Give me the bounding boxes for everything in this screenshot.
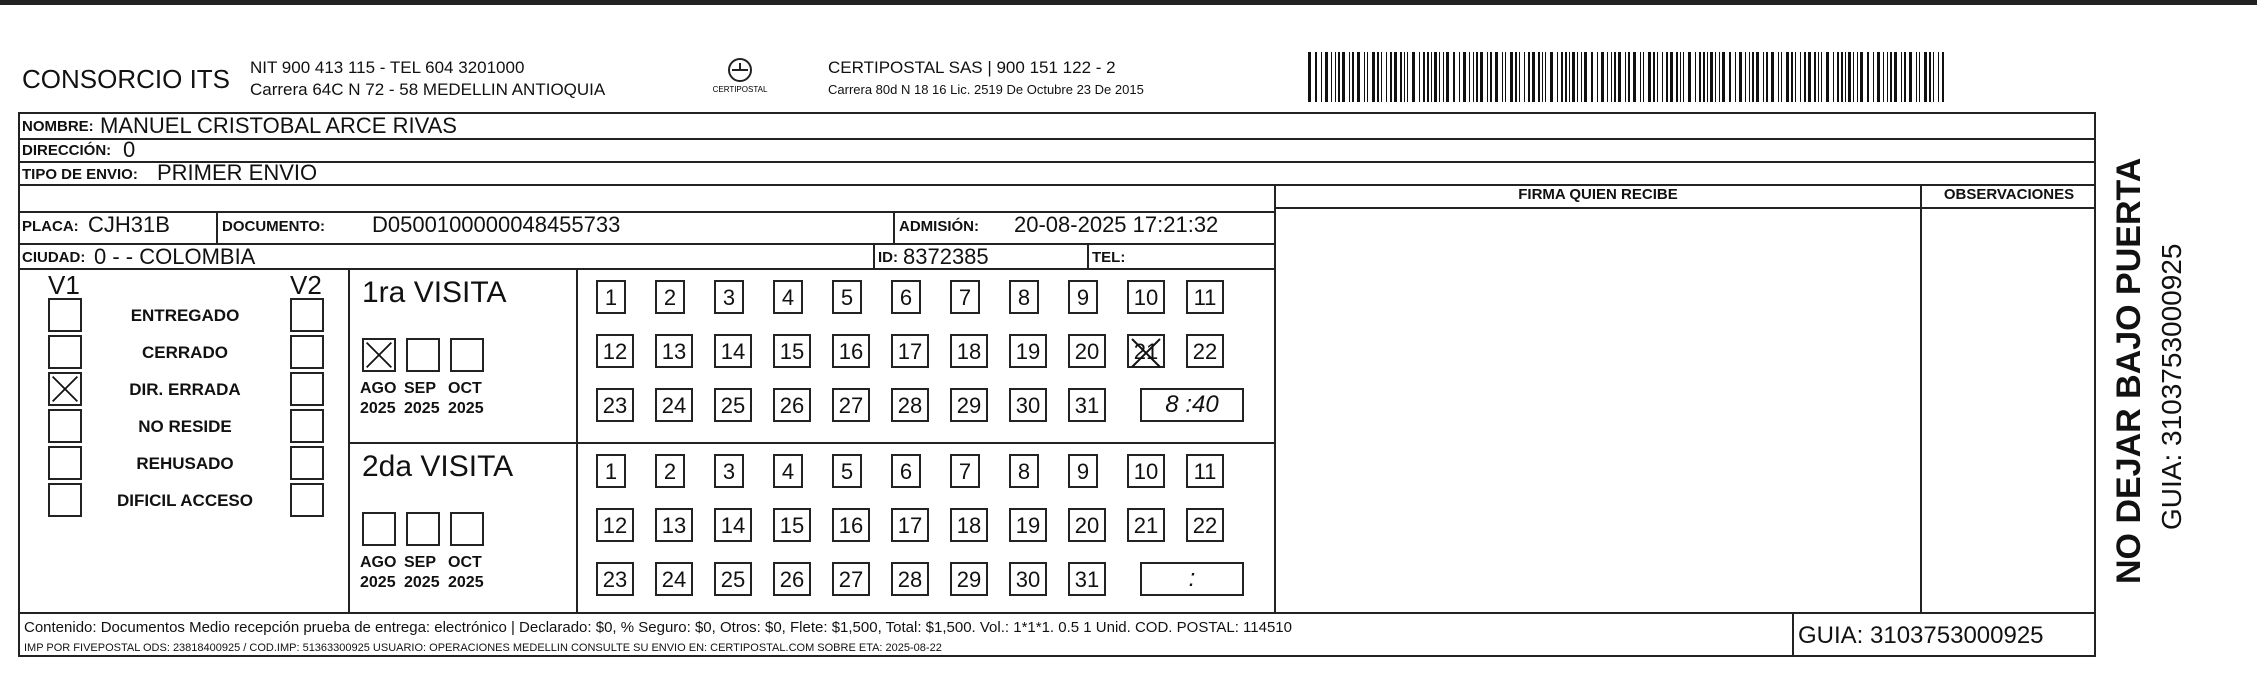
day-box[interactable] (832, 334, 870, 368)
day-number: 15 (779, 339, 805, 364)
v1-checkbox[interactable] (48, 446, 82, 480)
day-box[interactable] (1009, 334, 1047, 368)
day-box[interactable] (714, 508, 752, 542)
status-label: ENTREGADO (130, 306, 240, 325)
v1-checkbox[interactable] (48, 409, 82, 443)
day-number: 18 (956, 513, 982, 538)
day-box[interactable] (1186, 454, 1224, 488)
day-number: 17 (897, 513, 923, 538)
day-number: 2 (663, 459, 677, 484)
day-number: 9 (1076, 459, 1090, 484)
day-number: 19 (1015, 339, 1041, 364)
day-box[interactable] (773, 280, 803, 314)
company-line1: NIT 900 413 115 - TEL 604 3201000 (250, 58, 525, 77)
day-box[interactable] (832, 388, 870, 422)
day-number: 1 (604, 285, 618, 310)
footer-guia: GUIA: 3103753000925 (1798, 622, 2044, 649)
logo-text: CERTIPOSTAL (712, 85, 768, 94)
day-number: 13 (661, 339, 687, 364)
day-number: 28 (897, 567, 923, 592)
day-box[interactable] (891, 508, 929, 542)
day-number: 26 (779, 567, 805, 592)
day-box[interactable] (714, 454, 744, 488)
day-box[interactable] (950, 388, 988, 422)
day-number: 9 (1076, 285, 1090, 310)
day-number: 23 (602, 567, 628, 592)
day-box[interactable] (714, 334, 752, 368)
tipo-value: PRIMER ENVIO (157, 160, 318, 185)
day-number: 25 (720, 393, 746, 418)
day-number: 21 (1133, 339, 1159, 364)
year-label: 2025 (404, 400, 440, 417)
day-box[interactable] (1068, 388, 1106, 422)
month-checkbox[interactable] (406, 512, 440, 546)
observaciones-area[interactable] (1922, 209, 2094, 611)
month-checkbox[interactable] (406, 338, 440, 372)
v2-label: V2 (290, 270, 322, 300)
day-box[interactable] (832, 280, 862, 314)
id-value: 8372385 (903, 244, 989, 269)
day-number: 31 (1074, 567, 1100, 592)
day-box[interactable] (773, 334, 811, 368)
day-box[interactable] (1127, 280, 1165, 314)
day-number: 3 (722, 285, 736, 310)
month-label: SEP (404, 554, 437, 571)
day-box[interactable] (596, 562, 634, 596)
day-box[interactable] (891, 334, 929, 368)
day-number: 4 (781, 285, 795, 310)
day-box[interactable] (773, 508, 811, 542)
status-label: DIR. ERRADA (129, 380, 241, 399)
day-box[interactable] (714, 388, 752, 422)
day-box[interactable] (596, 334, 634, 368)
day-box[interactable] (950, 454, 980, 488)
day-number: 23 (602, 393, 628, 418)
documento-value: D0500100000048455733 (372, 212, 621, 237)
time-field[interactable] (1140, 388, 1244, 422)
day-number: 31 (1074, 393, 1100, 418)
v1-label: V1 (48, 270, 80, 300)
v1-checkbox[interactable] (48, 483, 82, 517)
day-box[interactable] (891, 280, 921, 314)
day-number: 24 (661, 567, 687, 592)
day-box[interactable] (655, 562, 693, 596)
day-number: 10 (1133, 285, 1159, 310)
day-box[interactable] (596, 388, 634, 422)
placa-value: CJH31B (88, 212, 170, 237)
day-box[interactable] (832, 454, 862, 488)
day-box[interactable] (1186, 280, 1224, 314)
documento-label: DOCUMENTO: (222, 218, 326, 235)
day-number: 29 (956, 567, 982, 592)
day-box[interactable] (596, 454, 626, 488)
top-border (0, 0, 2257, 5)
day-number: 22 (1192, 339, 1218, 364)
year-label: 2025 (448, 400, 484, 417)
day-box[interactable] (1068, 334, 1106, 368)
nombre-label: NOMBRE: (22, 118, 94, 135)
tipo-label: TIPO DE ENVIO: (22, 166, 138, 183)
day-number: 22 (1192, 513, 1218, 538)
v1-checkbox[interactable] (48, 372, 82, 406)
certipostal-logo (700, 56, 780, 100)
month-label: OCT (448, 554, 482, 571)
day-number: 12 (602, 339, 628, 364)
day-box[interactable] (950, 562, 988, 596)
ciudad-value: 0 - - COLOMBIA (94, 244, 256, 269)
day-box[interactable] (832, 508, 870, 542)
day-box[interactable] (773, 388, 811, 422)
day-box[interactable] (891, 562, 929, 596)
footer-imp: IMP POR FIVEPOSTAL ODS: 23818400925 / COD.IMP: 51363300925 USUARIO: OPERACIONES MEDELLIN CONSULTE SU ENVIO EN: CERTIPOSTAL.COM SOBRE ETA: 2025-08-22 (24, 642, 942, 654)
month-label: AGO (360, 380, 397, 397)
day-box[interactable] (655, 280, 685, 314)
day-box[interactable] (1068, 454, 1098, 488)
day-box[interactable] (773, 454, 803, 488)
day-number: 24 (661, 393, 687, 418)
day-box[interactable] (1009, 388, 1047, 422)
day-box[interactable] (950, 508, 988, 542)
v1-checkbox[interactable] (48, 298, 82, 332)
time-field[interactable] (1140, 562, 1244, 596)
no-dejar-bajo-puerta: NO DEJAR BAJO PUERTA (2110, 157, 2148, 584)
day-box[interactable] (714, 562, 752, 596)
day-number: 2 (663, 285, 677, 310)
day-number: 3 (722, 459, 736, 484)
day-box[interactable] (891, 388, 929, 422)
day-box[interactable] (655, 454, 685, 488)
v2-checkbox[interactable] (290, 409, 324, 443)
day-number: 30 (1015, 567, 1041, 592)
day-box[interactable] (714, 280, 744, 314)
day-box[interactable] (773, 562, 811, 596)
day-box[interactable] (1068, 562, 1106, 596)
day-number: 6 (899, 285, 913, 310)
day-number: 20 (1074, 513, 1100, 538)
year-label: 2025 (360, 574, 396, 591)
day-number: 5 (840, 459, 854, 484)
placa-label: PLACA: (22, 218, 79, 235)
day-number: 7 (958, 459, 972, 484)
year-label: 2025 (404, 574, 440, 591)
id-label: ID: (878, 249, 898, 266)
direccion-label: DIRECCIÓN: (22, 142, 112, 159)
footer-contenido: Contenido: Documentos Medio recepción prueba de entrega: electrónico | Declarado: $0, % Seguro: $0, Otros: $0, Flete: $1,500, Total: $1,500. Vol.: 1*1*1. 0.5 1 Unid. COD. POSTAL: 114510 (24, 619, 1292, 636)
admision-label: ADMISIÓN: (899, 218, 979, 235)
direccion-value: 0 (123, 137, 136, 162)
day-number: 7 (958, 285, 972, 310)
day-box[interactable] (1009, 508, 1047, 542)
certipostal-line1: CERTIPOSTAL SAS | 900 151 122 - 2 (828, 58, 1116, 77)
day-number: 13 (661, 513, 687, 538)
day-number: 20 (1074, 339, 1100, 364)
day-number: 19 (1015, 513, 1041, 538)
month-label: AGO (360, 554, 397, 571)
month-checkbox[interactable] (450, 338, 484, 372)
day-box[interactable] (1009, 562, 1047, 596)
status-label: CERRADO (142, 343, 228, 362)
day-number: 11 (1193, 459, 1217, 484)
day-number: 14 (720, 513, 746, 538)
time-value: 8 :40 (1165, 391, 1219, 418)
day-number: 12 (602, 513, 628, 538)
day-number: 6 (899, 459, 913, 484)
month-checkbox[interactable] (362, 338, 396, 372)
v2-checkbox[interactable] (290, 335, 324, 369)
nombre-value: MANUEL CRISTOBAL ARCE RIVAS (100, 113, 457, 138)
day-box[interactable] (1009, 280, 1039, 314)
status-label: REHUSADO (136, 454, 234, 473)
day-box[interactable] (1068, 508, 1106, 542)
day-box[interactable] (1068, 280, 1098, 314)
day-box[interactable] (832, 562, 870, 596)
day-box[interactable] (596, 508, 634, 542)
day-box[interactable] (1127, 454, 1165, 488)
month-label: SEP (404, 380, 437, 397)
company-line2: Carrera 64C N 72 - 58 MEDELLIN ANTIOQUIA (250, 80, 606, 99)
day-box[interactable] (1127, 334, 1165, 368)
day-number: 15 (779, 513, 805, 538)
day-box[interactable] (655, 388, 693, 422)
day-number: 16 (838, 513, 864, 538)
day-number: 8 (1017, 459, 1031, 484)
day-number: 18 (956, 339, 982, 364)
day-number: 8 (1017, 285, 1031, 310)
v2-checkbox[interactable] (290, 483, 324, 517)
day-box[interactable] (1009, 454, 1039, 488)
day-box[interactable] (950, 280, 980, 314)
visit-title: 2da VISITA (362, 450, 514, 483)
day-number: 27 (838, 393, 864, 418)
v2-checkbox[interactable] (290, 298, 324, 332)
day-number: 5 (840, 285, 854, 310)
day-number: 28 (897, 393, 923, 418)
barcode (1308, 52, 1948, 104)
day-box[interactable] (596, 280, 626, 314)
admision-value: 20-08-2025 17:21:32 (1014, 212, 1219, 237)
tel-label: TEL: (1092, 249, 1126, 266)
month-checkbox[interactable] (362, 512, 396, 546)
day-box[interactable] (655, 334, 693, 368)
day-box[interactable] (1186, 508, 1224, 542)
year-label: 2025 (360, 400, 396, 417)
day-number: 26 (779, 393, 805, 418)
day-box[interactable] (1127, 508, 1165, 542)
visit-title: 1ra VISITA (362, 276, 507, 309)
observaciones-label: OBSERVACIONES (1943, 186, 2075, 203)
v2-checkbox[interactable] (290, 446, 324, 480)
day-number: 4 (781, 459, 795, 484)
day-number: 11 (1193, 285, 1217, 310)
day-number: 21 (1133, 513, 1159, 538)
certipostal-line2: Carrera 80d N 18 16 Lic. 2519 De Octubre 23 De 2015 (828, 82, 1144, 97)
side-guia: GUIA: 3103753000925 (2156, 243, 2187, 530)
day-box[interactable] (891, 454, 921, 488)
firma-label: FIRMA QUIEN RECIBE (1518, 186, 1678, 203)
day-number: 25 (720, 567, 746, 592)
day-box[interactable] (655, 508, 693, 542)
day-number: 14 (720, 339, 746, 364)
day-number: 16 (838, 339, 864, 364)
month-label: OCT (448, 380, 482, 397)
v1-checkbox[interactable] (48, 335, 82, 369)
status-label: NO RESIDE (138, 417, 232, 436)
year-label: 2025 (448, 574, 484, 591)
day-number: 1 (604, 459, 618, 484)
day-number: 29 (956, 393, 982, 418)
firma-area[interactable] (1276, 209, 1920, 611)
status-label: DIFICIL ACCESO (116, 491, 253, 510)
day-number: 30 (1015, 393, 1041, 418)
day-box[interactable] (1186, 334, 1224, 368)
v2-checkbox[interactable] (290, 372, 324, 406)
day-number: 17 (897, 339, 923, 364)
month-checkbox[interactable] (450, 512, 484, 546)
day-number: 27 (838, 567, 864, 592)
day-number: 10 (1133, 459, 1159, 484)
time-value: : (1188, 565, 1196, 592)
company-name: CONSORCIO ITS (22, 64, 231, 94)
day-box[interactable] (950, 334, 988, 368)
ciudad-label: CIUDAD: (22, 249, 86, 266)
